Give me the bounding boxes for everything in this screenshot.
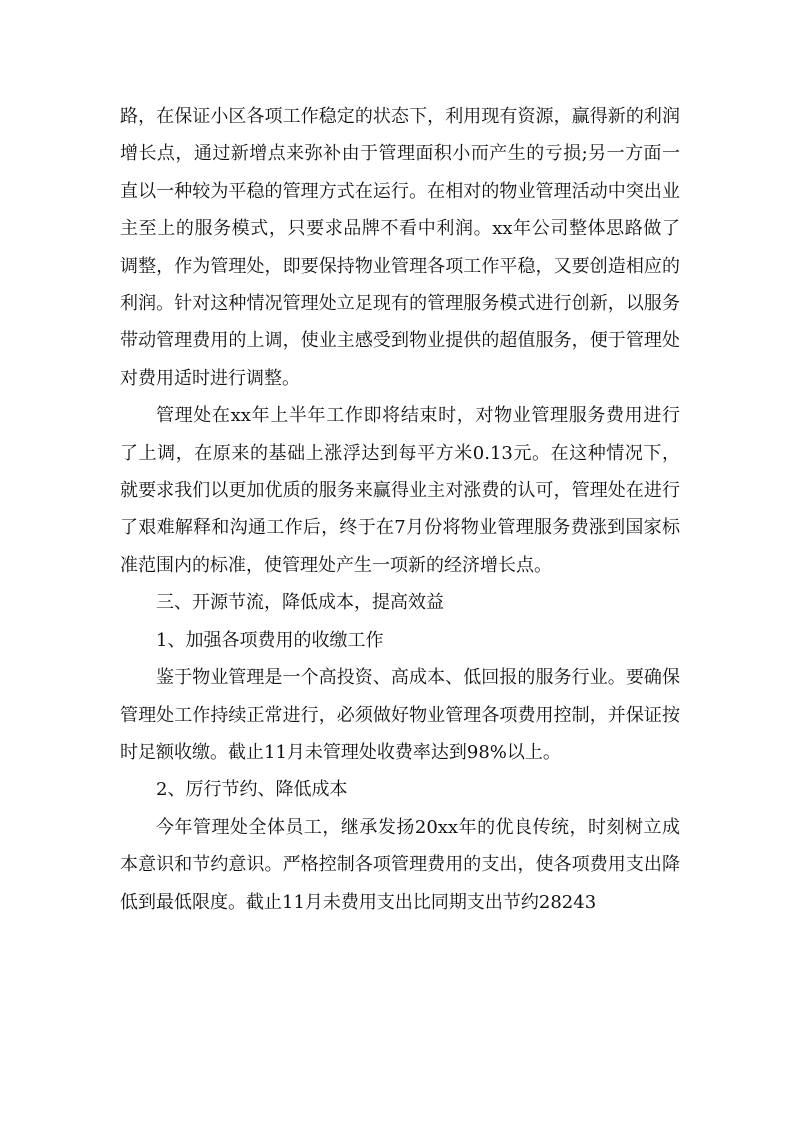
subheading-fee-collection: 1、加强各项费用的收缴工作 (156, 629, 384, 651)
paragraph-economize: 今年管理处全体员工，继承发扬20xx年的优良传统，时刻树立成本意识和节约意识。严格控制各项管理费用的支出，使各项费用支出降低到最低限度。截止11月未费用支出比同期支出节约28243 (120, 816, 680, 913)
paragraph-fee-adjustment: 管理处在xx年上半年工作即将结束时，对物业管理服务费用进行了上调，在原来的基础上涨浮达到每平方米0.13元。在这种情况下，就要求我们以更加优质的服务来赢得业主对涨费的认可，管理处在进行了艰难解释和沟通工作后，终于在7月份将物业管理服务费涨到国家标准范围内的标准，使管理处产生一项新的经济增长点。 (120, 405, 680, 576)
paragraph-fee-collection: 鉴于物业管理是一个高投资、高成本、低回报的服务行业。要确保管理处工作持续正常进行，必须做好物业管理各项费用控制，并保证按时足额收缴。截止11月未管理处收费率达到98%以上。 (120, 667, 680, 763)
document-body (120, 98, 680, 921)
subheading-economize: 2、厉行节约、降低成本 (156, 779, 348, 801)
paragraph-continuation: 路，在保证小区各项工作稳定的状态下，利用现有资源，赢得新的利润增长点，通过新增点来弥补由于管理面积小而产生的亏损;另一方面一直以一种较为平稳的管理方式在运行。在相对的物业管理活动中突出业主至上的服务模式，只要求品牌不看中利润。xx年公司整体思路做了调整，作为管理处，即要保持物业管理各项工作平稳，又要创造相应的利润。针对这种情况管理处立足现有的管理服务模式进行创新，以服务带动管理费用的上调，使业主感受到物业提供的超值服务，便于管理处对费用适时进行调整。 (120, 106, 680, 389)
section-heading-cost-reduction: 三、开源节流，降低成本，提高效益 (156, 592, 444, 614)
